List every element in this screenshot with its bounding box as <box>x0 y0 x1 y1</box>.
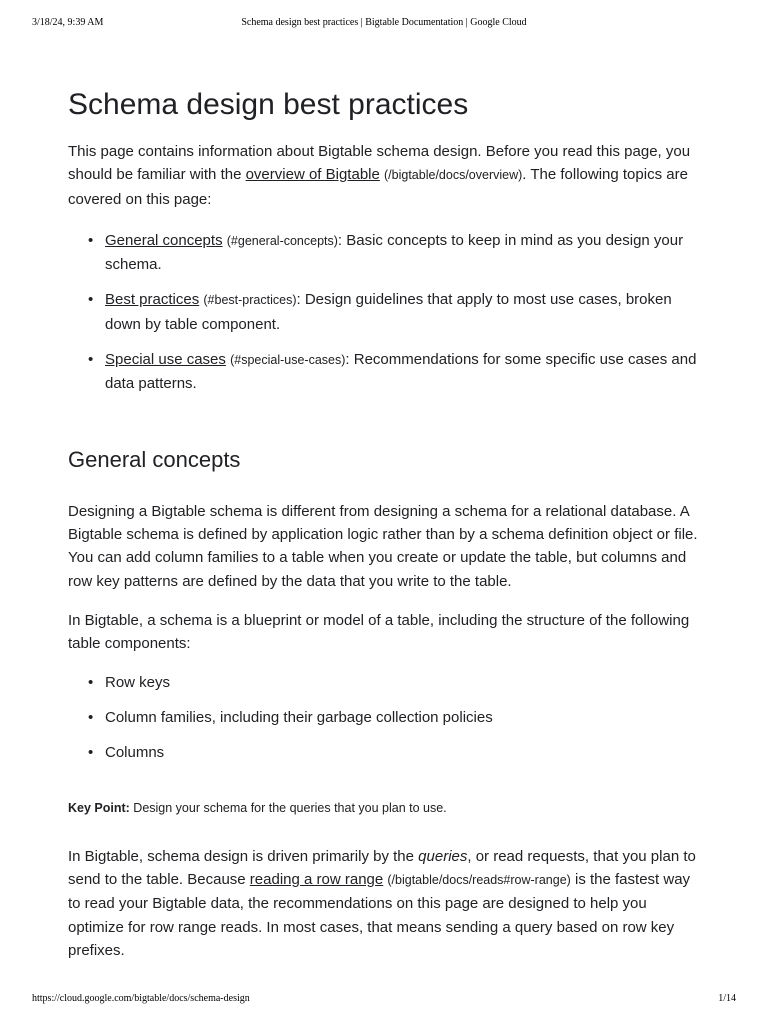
page-title: Schema design best practices <box>68 88 469 121</box>
general-paragraph-2: In Bigtable, a schema is a blueprint or model of a table, including the structure of the following table components: <box>68 611 690 653</box>
intro-text: This page contains information about Bigtable schema design. Before you read this page, you should be familiar with the <box>68 143 691 184</box>
special-use-cases-link[interactable]: Special use cases <box>105 351 226 369</box>
p3-text: , or read requests, that you plan to send to the table. Because <box>68 847 696 889</box>
topic-ref: (#best-practices) <box>203 293 297 308</box>
p3-text: In Bigtable, schema design is driven primarily by the <box>68 847 419 865</box>
p3-text: is the fastest way to read your Bigtable data, the recommendations on this page are designed to help you optimize for row range reads. In most cases, that means sending a query based on row key prefixes. <box>68 871 691 959</box>
print-page-title: Schema design best practices | Bigtable Documentation | Google Cloud <box>241 17 527 28</box>
general-concepts-link[interactable]: General concepts <box>105 231 223 249</box>
topic-desc: : Basic concepts to keep in mind as you design your schema. <box>105 231 684 274</box>
component-label: Columns <box>105 744 165 762</box>
list-item <box>68 741 698 764</box>
bullet-icon: • <box>88 709 94 727</box>
general-paragraph-3 <box>68 845 698 962</box>
bullet-icon: • <box>88 231 94 249</box>
general-paragraph-1: Designing a Bigtable schema is different from designing a schema for a relational database. A Bigtable schema is defined by application logic rather than by a schema definition object or file. You can add column families to a table when you create or update the table, but columns and row key patterns are defined by the data that you write to the table. <box>68 502 698 590</box>
topics-list <box>68 229 698 396</box>
page-number: 1/14 <box>718 993 736 1004</box>
topic-ref: (#special-use-cases) <box>230 353 346 368</box>
topic-desc: : Design guidelines that apply to most use cases, broken down by table component. <box>105 291 672 333</box>
article <box>68 86 698 962</box>
bullet-icon: • <box>88 291 94 309</box>
best-practices-link[interactable]: Best practices <box>105 291 200 309</box>
list-item <box>68 671 698 694</box>
overview-link-ref: (/bigtable/docs/overview) <box>384 168 523 183</box>
list-item <box>68 288 698 336</box>
list-item <box>68 229 698 277</box>
component-label: Row keys <box>105 674 171 692</box>
intro-paragraph <box>68 140 698 211</box>
list-item <box>68 706 698 729</box>
topic-ref: (#general-concepts) <box>226 233 338 248</box>
intro-text-end: . The following topics are covered on this page: <box>68 166 688 208</box>
list-item <box>68 348 698 396</box>
table-components-list <box>68 671 698 764</box>
key-point-text: Design your schema for the queries that you plan to use. <box>129 800 447 815</box>
print-date: 3/18/24, 9:39 AM <box>32 17 104 28</box>
overview-of-bigtable-link[interactable]: overview of Bigtable <box>245 166 380 184</box>
print-url: https://cloud.google.com/bigtable/docs/schema-design <box>32 993 250 1004</box>
reading-a-row-range-link[interactable]: reading a row range <box>249 871 384 889</box>
row-range-link-ref: (/bigtable/docs/reads#row-range) <box>387 873 571 888</box>
key-point-label: Key Point: <box>68 800 130 815</box>
bullet-icon: • <box>88 744 94 762</box>
component-label: Column families, including their garbage collection policies <box>105 709 493 727</box>
queries-emphasis: queries <box>418 847 468 865</box>
general-concepts-heading: General concepts <box>68 446 241 472</box>
key-point-callout <box>68 799 698 817</box>
topic-desc: : Recommendations for some specific use cases and data patterns. <box>105 351 697 393</box>
bullet-icon: • <box>88 674 94 692</box>
bullet-icon: • <box>88 351 94 369</box>
